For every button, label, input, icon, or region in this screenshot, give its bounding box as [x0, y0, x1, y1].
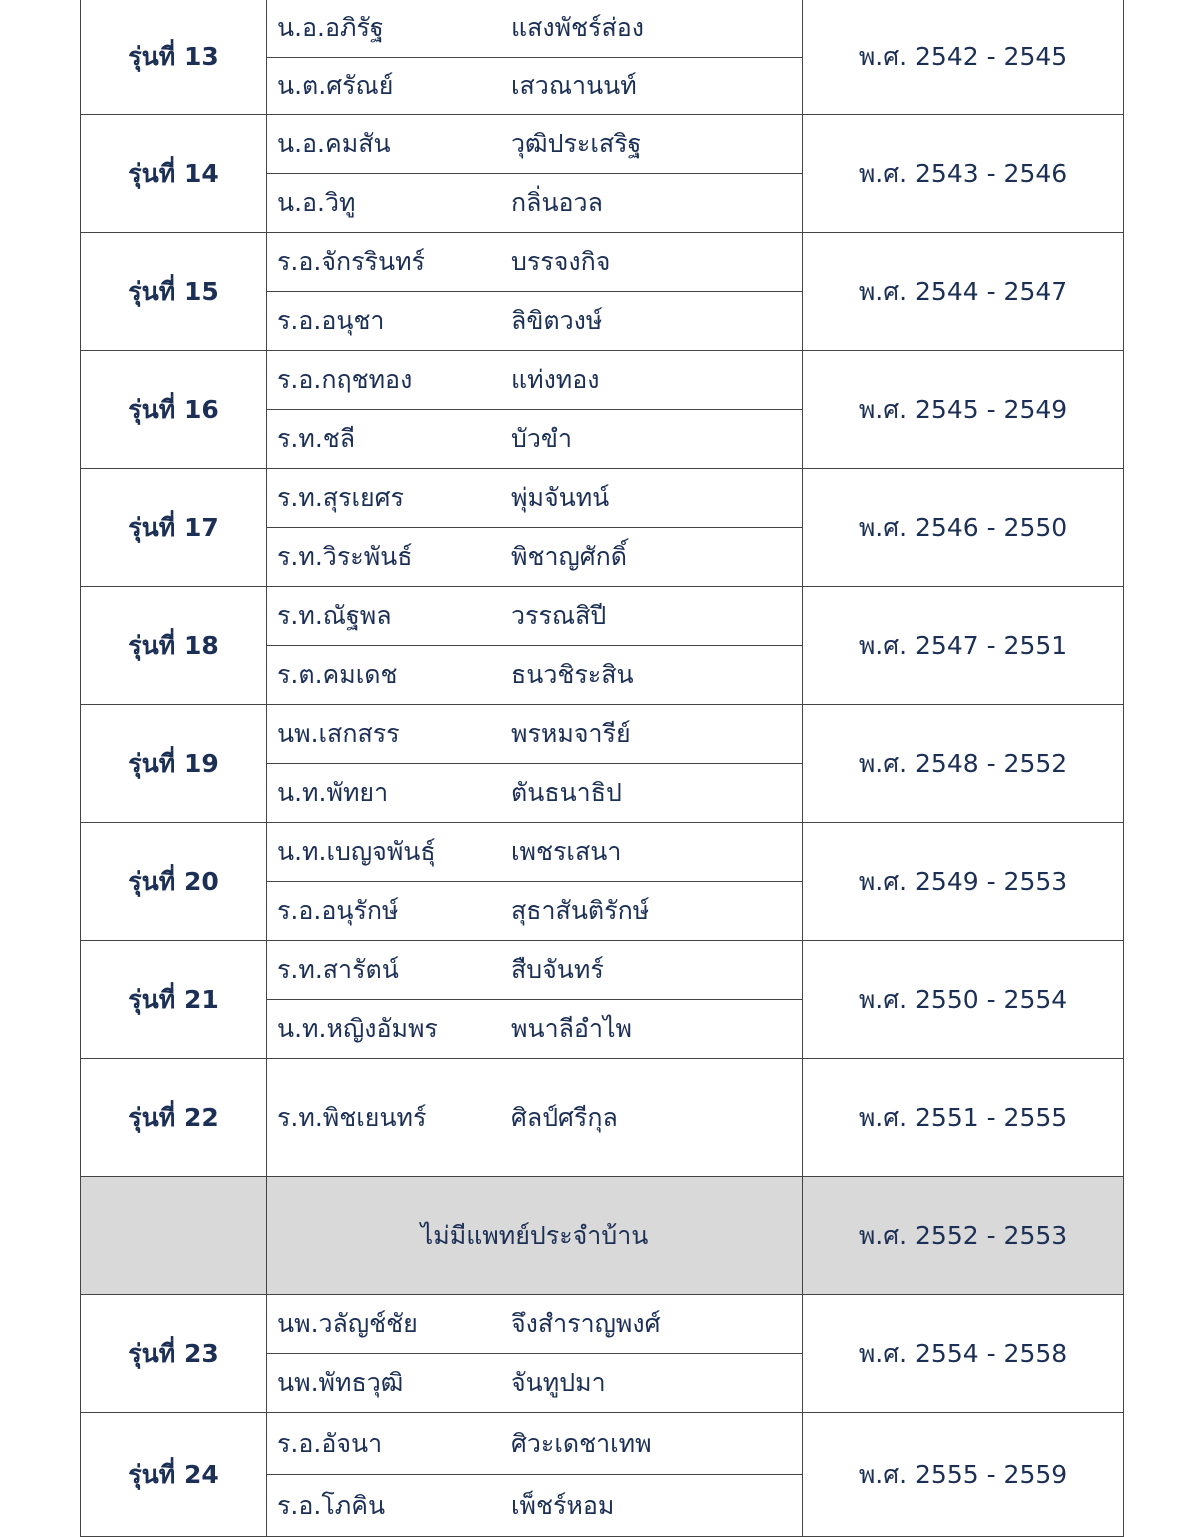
resident-last-name: ศิวะเดชาเทพ: [511, 1428, 652, 1458]
resident-row: [267, 233, 802, 291]
class-label: รุ่นที่ 15: [81, 233, 267, 350]
resident-last-name: แสงพัชร์ส่อง: [511, 13, 644, 43]
resident-first-name: น.ท.เบญจพันธุ์: [277, 837, 436, 866]
class-label: รุ่นที่ 24: [81, 1413, 267, 1536]
class-label: รุ่นที่ 13: [81, 0, 267, 114]
table-row: [81, 1295, 1123, 1413]
class-label: รุ่นที่ 14: [81, 115, 267, 232]
table-row: [81, 1059, 1123, 1177]
resident-first-name: ร.ท.พิชเยนทร์: [277, 1102, 427, 1132]
table-row: [81, 351, 1123, 469]
resident-row: [267, 291, 802, 350]
resident-last-name: เพ็ชร์หอม: [511, 1490, 615, 1520]
resident-last-name: ศิลป์ศรีกุล: [511, 1102, 618, 1132]
period-cell: พ.ศ. 2550 - 2554: [858, 984, 1068, 1014]
resident-first-name: ร.อ.โภคิน: [277, 1490, 386, 1520]
resident-first-name: ร.อ.กฤชทอง: [277, 365, 413, 394]
names-cell: [267, 115, 803, 232]
table-row: [81, 0, 1123, 115]
resident-first-name: ร.ท.ณัฐพล: [277, 601, 392, 630]
class-label: รุ่นที่ 23: [81, 1295, 267, 1412]
resident-first-name: นพ.วลัญช์ชัย: [277, 1309, 418, 1338]
table-row: [81, 233, 1123, 351]
class-label: รุ่นที่ 19: [81, 705, 267, 822]
resident-last-name: สืบจันทร์: [511, 955, 604, 984]
resident-row: [267, 469, 802, 527]
no-resident-note: ไม่มีแพทย์ประจำบ้าน: [420, 1220, 649, 1250]
resident-last-name: จันทูปมา: [511, 1368, 606, 1397]
table-row: [81, 469, 1123, 587]
period-cell: พ.ศ. 2555 - 2559: [858, 1459, 1068, 1489]
table-row: [81, 941, 1123, 1059]
resident-row: [267, 1413, 802, 1474]
table-row: [81, 587, 1123, 705]
resident-last-name: กลิ่นอวล: [511, 188, 603, 217]
resident-last-name: ตันธนาธิป: [511, 778, 622, 807]
resident-row: [267, 0, 802, 57]
resident-first-name: น.ท.พัทยา: [277, 778, 389, 807]
resident-row: [267, 587, 802, 645]
resident-first-name: ร.อ.อัจนา: [277, 1428, 383, 1458]
resident-last-name: พุ่มจันทน์: [511, 483, 610, 512]
resident-last-name: พรหมจารีย์: [511, 719, 631, 748]
resident-last-name: ลิขิตวงษ์: [511, 306, 603, 335]
resident-row: [267, 1295, 802, 1353]
class-label: รุ่นที่ 18: [81, 587, 267, 704]
resident-first-name: น.อ.คมสัน: [277, 129, 391, 158]
resident-last-name: วรรณสิปี: [511, 601, 607, 630]
period-cell: พ.ศ. 2551 - 2555: [858, 1102, 1068, 1132]
resident-first-name: น.ต.ศรัณย์: [277, 70, 394, 100]
resident-row: [267, 115, 802, 173]
resident-first-name: ร.ต.คมเดช: [277, 660, 398, 689]
class-label: รุ่นที่ 21: [81, 941, 267, 1058]
resident-row: [267, 173, 802, 232]
resident-last-name: บรรจงกิจ: [511, 247, 611, 276]
class-label: รุ่นที่ 17: [81, 469, 267, 586]
names-cell: [267, 1059, 803, 1176]
resident-last-name: เสวณานนท์: [511, 70, 637, 100]
period-cell: พ.ศ. 2545 - 2549: [858, 394, 1068, 424]
resident-row: [267, 705, 802, 763]
resident-row: [267, 881, 802, 940]
class-label: รุ่นที่ 20: [81, 823, 267, 940]
period-cell: พ.ศ. 2544 - 2547: [858, 276, 1068, 306]
names-cell: [267, 0, 803, 114]
names-cell: [267, 941, 803, 1058]
period-cell: พ.ศ. 2547 - 2551: [858, 630, 1068, 660]
resident-first-name: ร.ท.วิระพันธ์: [277, 542, 413, 571]
names-cell: [267, 1177, 803, 1294]
resident-last-name: จึงสำราญพงศ์: [511, 1309, 661, 1338]
period-cell: พ.ศ. 2543 - 2546: [858, 158, 1068, 188]
names-cell: [267, 233, 803, 350]
resident-first-name: น.ท.หญิงอัมพร: [277, 1014, 438, 1043]
resident-row: [267, 941, 802, 999]
names-cell: [267, 469, 803, 586]
resident-row: [267, 527, 802, 586]
resident-first-name: ร.ท.สุรเยศร: [277, 483, 404, 512]
resident-row: [267, 351, 802, 409]
resident-row: [267, 409, 802, 468]
resident-first-name: น.อ.วิทู: [277, 188, 356, 217]
period-cell: พ.ศ. 2548 - 2552: [858, 748, 1068, 778]
class-label: [81, 1177, 267, 1294]
table-row: [81, 1177, 1123, 1295]
table-row: [81, 1413, 1123, 1537]
resident-row: [267, 645, 802, 704]
resident-last-name: พิชาญศักดิ์: [511, 542, 628, 571]
resident-row: [267, 1474, 802, 1536]
period-cell: พ.ศ. 2552 - 2553: [858, 1220, 1068, 1250]
resident-first-name: ร.ท.สารัตน์: [277, 955, 399, 984]
resident-row: [267, 823, 802, 881]
resident-row: [267, 57, 802, 115]
resident-last-name: แท่งทอง: [511, 365, 600, 394]
names-cell: [267, 351, 803, 468]
table-row: [81, 823, 1123, 941]
class-label: รุ่นที่ 16: [81, 351, 267, 468]
resident-first-name: น.อ.อภิรัฐ: [277, 13, 384, 43]
resident-row: [267, 763, 802, 822]
table-row: [81, 115, 1123, 233]
names-cell: [267, 823, 803, 940]
names-cell: [267, 1413, 803, 1536]
resident-last-name: เพชรเสนา: [511, 837, 622, 866]
period-cell: พ.ศ. 2554 - 2558: [858, 1338, 1068, 1368]
residents-table: [80, 0, 1124, 1537]
resident-last-name: บัวขำ: [511, 424, 573, 453]
resident-row: [267, 1353, 802, 1412]
resident-first-name: ร.ท.ชลี: [277, 424, 356, 453]
period-cell: พ.ศ. 2546 - 2550: [858, 512, 1068, 542]
resident-row: [267, 1059, 802, 1176]
resident-last-name: พนาลีอำไพ: [511, 1014, 633, 1043]
period-cell: พ.ศ. 2549 - 2553: [858, 866, 1068, 896]
period-cell: พ.ศ. 2542 - 2545: [858, 42, 1068, 71]
names-cell: [267, 587, 803, 704]
resident-first-name: ร.อ.จักรรินทร์: [277, 247, 425, 276]
names-cell: [267, 1295, 803, 1412]
class-label: รุ่นที่ 22: [81, 1059, 267, 1176]
resident-last-name: สุธาสันติรักษ์: [511, 896, 650, 925]
names-cell: [267, 705, 803, 822]
resident-first-name: ร.อ.อนุชา: [277, 306, 385, 335]
resident-first-name: นพ.พัทธวุฒิ: [277, 1368, 404, 1397]
table-row: [81, 705, 1123, 823]
resident-row: [267, 999, 802, 1058]
resident-first-name: ร.อ.อนุรักษ์: [277, 896, 399, 925]
resident-last-name: ธนวชิระสิน: [511, 660, 634, 689]
resident-first-name: นพ.เสกสรร: [277, 719, 400, 748]
resident-last-name: วุฒิประเสริฐ: [511, 129, 642, 158]
